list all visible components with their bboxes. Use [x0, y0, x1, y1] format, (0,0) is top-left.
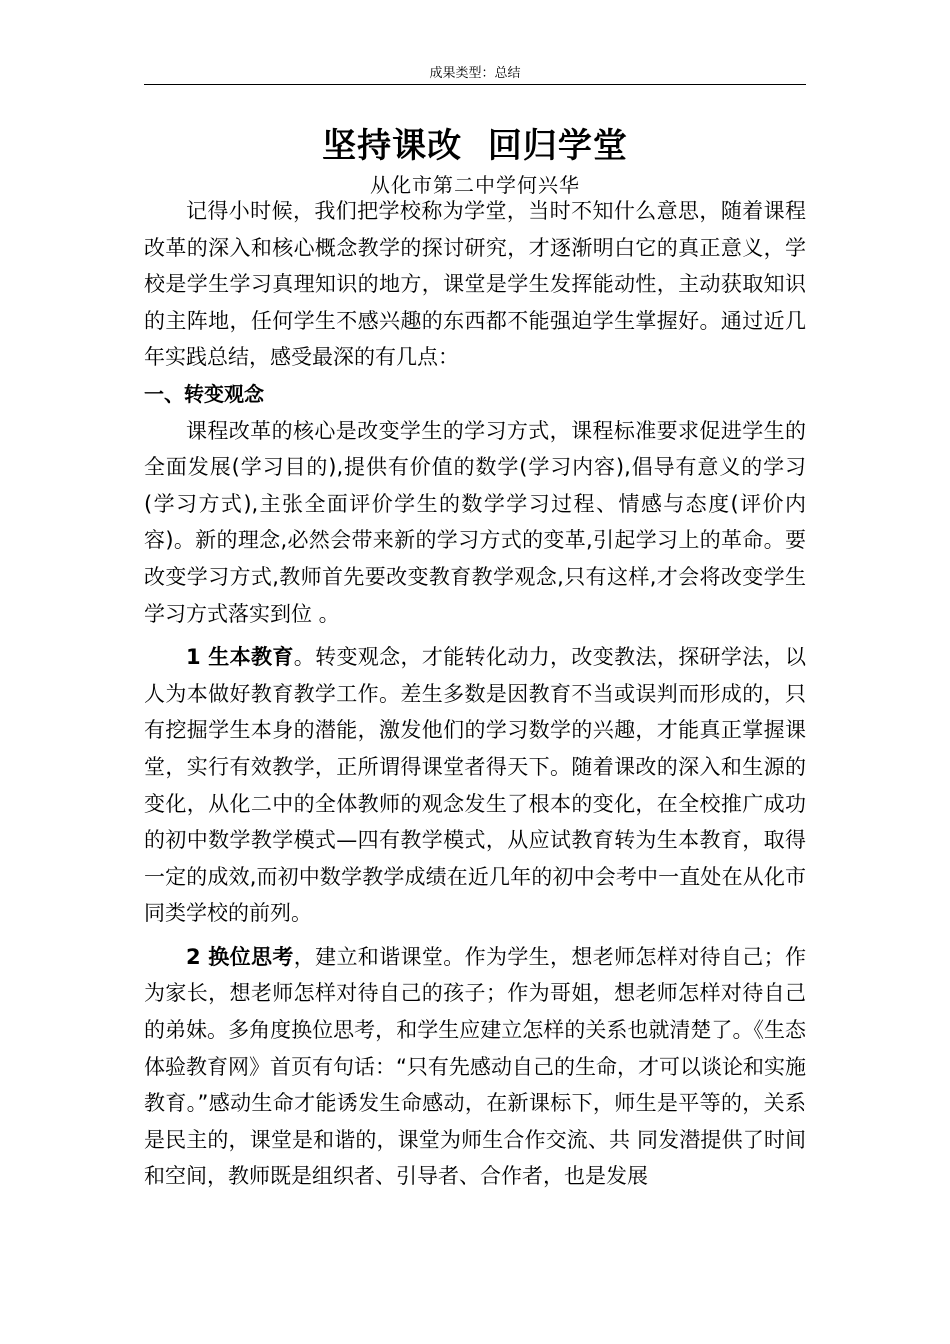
- intro-paragraph: 记得小时候，我们把学校称为学堂，当时不知什么意思，随着课程改革的深入和核心概念教学的探讨研究，才逐渐明白它的真正意义，学校是学生学习真理知识的地方，课堂是学生发挥能动性，主动获取知识的主阵地，任何学生不感兴趣的东西都不能强迫学生掌握好。通过近几年实践总结，感受最深的有几点：: [144, 199, 806, 370]
- header-divider: [144, 84, 806, 85]
- page-title: 坚持课改 回归学堂: [322, 126, 628, 166]
- item-text-1: 。转变观念，才能转化动力，改变教法，探研学法，以人为本做好教育教学工作。差生多数是因教育不当或误判而形成的，只有挖掘学生本身的潜能，激发他们的学习数学的兴趣，才能真正掌握课堂，实行有效教学，正所谓得课堂者得天下。随着课改的深入和生源的变化，从化二中的全体教师的观念发生了根本的变化，在全校推广成功的初中数学教学模式—四有教学模式，从应试教育转为生本教育，取得一定的成效,而初中数学教学成绩在近几年的初中会考中一直处在从化市同类学校的前列。: [144, 645, 806, 926]
- header-category: 成果类型：总结: [429, 66, 521, 81]
- item-lead-1: 1 生本教育: [186, 645, 294, 670]
- author-line: 从化市第二中学何兴华: [370, 173, 580, 197]
- document-body: [144, 193, 806, 1195]
- item-paragraph-1: [144, 639, 806, 932]
- item-paragraph-2: [144, 939, 806, 1195]
- section-heading: 一、转变观念: [144, 381, 264, 406]
- item-lead-2: 2 换位思考: [186, 944, 294, 969]
- item-text-2: ，建立和谐课堂。作为学生，想老师怎样对待自己；作为家长，想老师怎样对待自己的孩子；作为哥姐，想老师怎样对待自己的弟妹。多角度换位思考，和学生应建立怎样的关系也就清楚了。《生态体验教育网》首页有句话：“只有先感动自己的生命，才可以谈论和实施教育。”感动生命才能诱发生命感动，在新课标下，师生是平等的，关系是民主的，课堂是和谐的，课堂为师生合作交流、共 同发潜提供了时间和空间，教师既是组织者、引导者、合作者，也是发展: [144, 944, 806, 1189]
- section-paragraph: 课程改革的核心是改变学生的学习方式，课程标准要求促进学生的全面发展(学习目的),提供有价值的数学(学习内容),倡导有意义的学习(学习方式),主张全面评价学生的数学学习过程、情感与态度(评价内容)。新的理念,必然会带来新的学习方式的变革,引起学习上的革命。要改变学习方式,教师首先要改变教育教学观念,只有这样,才会将改变学生学习方式落实到位 。: [144, 418, 806, 626]
